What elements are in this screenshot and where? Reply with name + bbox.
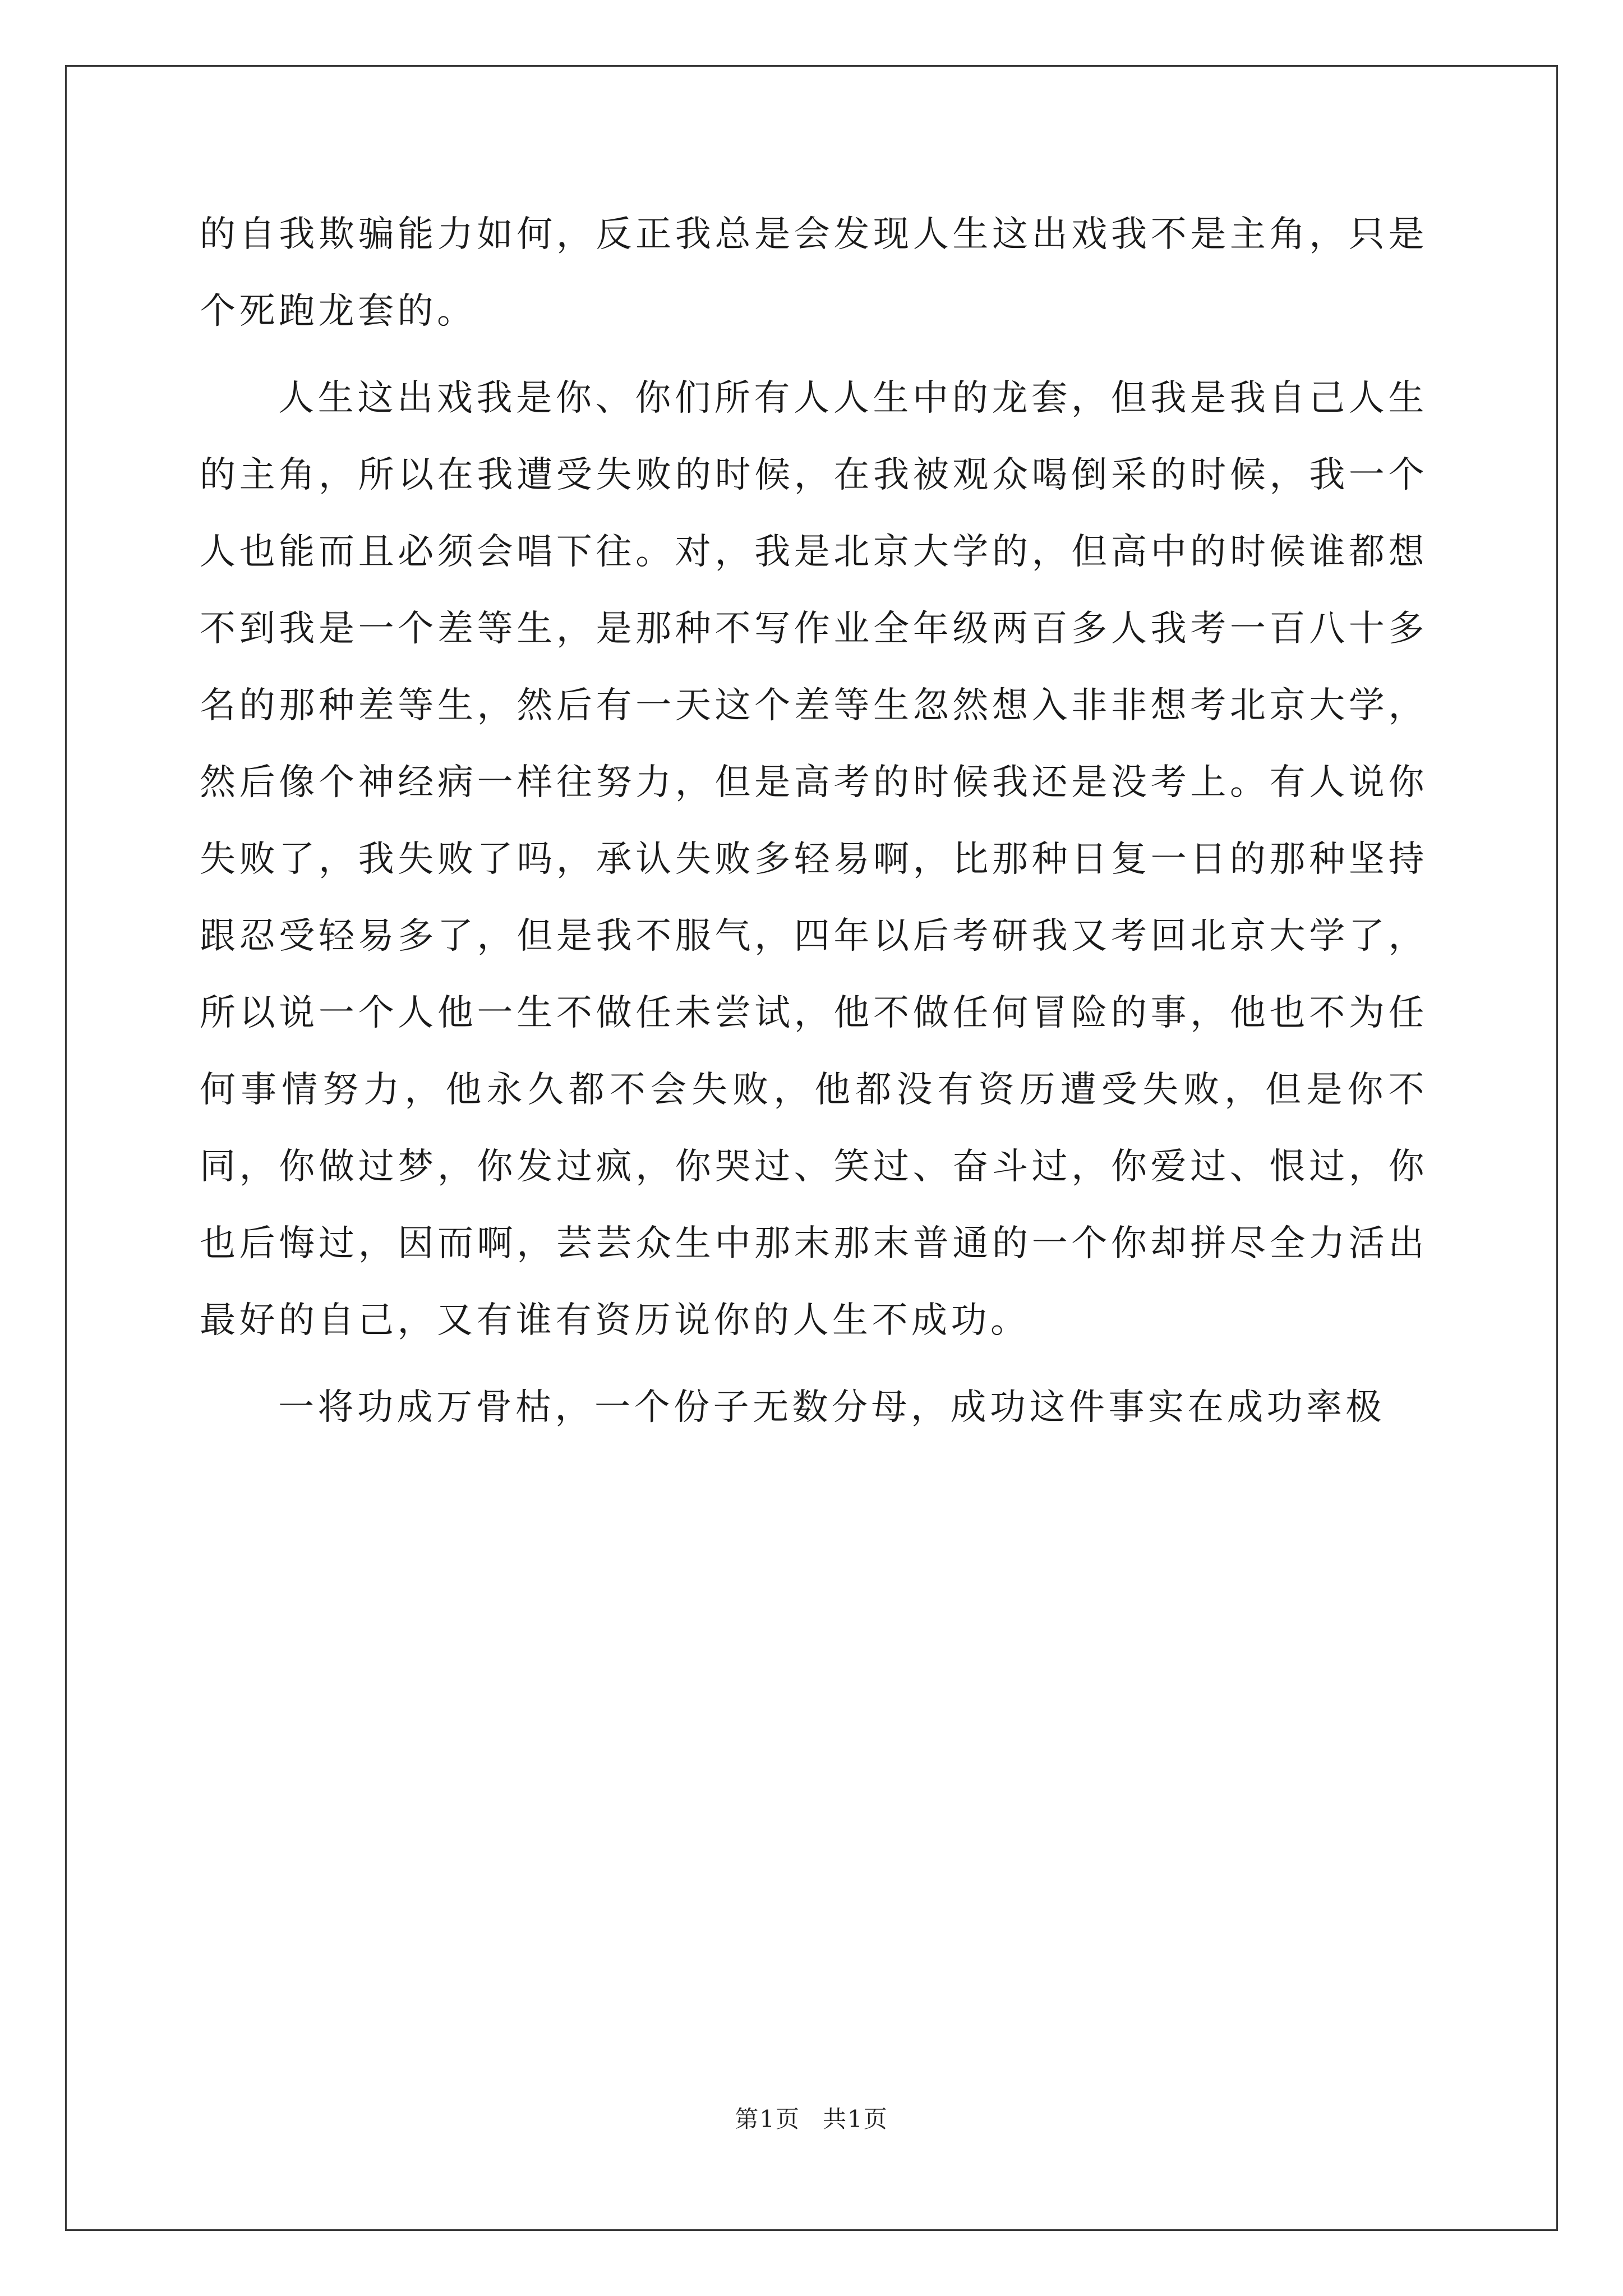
page-footer <box>0 2101 1623 2134</box>
document-body <box>200 196 1428 1446</box>
page-number: 第1页 <box>735 2105 800 2133</box>
paragraph-2: 人生这出戏我是你、你们所有人人生中的龙套，但我是我自己人生的主角，所以在我遭受失败的时候，在我被观众喝倒采的时候，我一个人也能而且必须会唱下往。对，我是北京大学的，但高中的时候谁都想不到我是一个差等生，是那种不写作业全年级两百多人我考一百八十多名的那种差等生，然后有一天这个差等生忽然想入非非想考北京大学，然后像个神经病一样往努力，但是高考的时候我还是没考上。有人说你失败了，我失败了吗，承认失败多轻易啊，比那种日复一日的那种坚持跟忍受轻易多了，但是我不服气，四年以后考研我又考回北京大学了，所以说一个人他一生不做任未尝试，他不做任何冒险的事，他也不为任何事情努力，他永久都不会失败，他都没有资历遭受失败，但是你不同，你做过梦，你发过疯，你哭过、笑过、奋斗过，你爱过、恨过，你也后悔过，因而啊，芸芸众生中那末那末普通的一个你却拼尽全力活出最好的自己，又有谁有资历说你的人生不成功。 <box>200 378 1428 1341</box>
paragraph-3: 一将功成万骨枯，一个份子无数分母，成功这件事实在成功率极 <box>278 1387 1385 1428</box>
paragraph-1: 的自我欺骗能力如何，反正我总是会发现人生这出戏我不是主角，只是个死跑龙套的。 <box>200 214 1428 332</box>
page-total: 共1页 <box>823 2105 888 2133</box>
